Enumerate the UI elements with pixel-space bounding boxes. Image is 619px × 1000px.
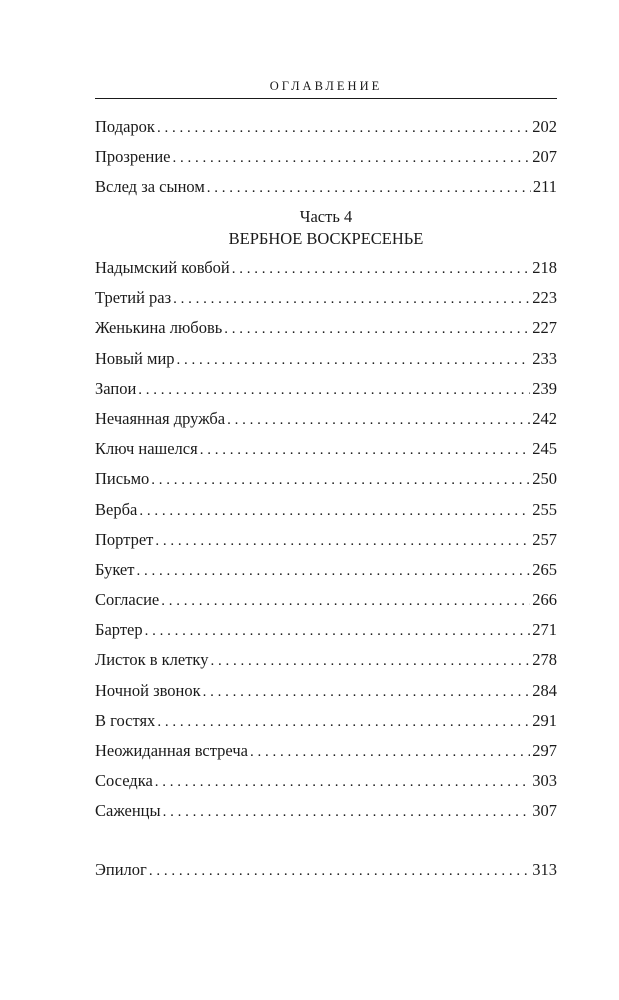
toc-entry[interactable]	[95, 283, 557, 313]
toc-entry-title: Женькина любовь	[95, 318, 223, 338]
toc-entry-title: Листок в клетку	[95, 650, 209, 670]
toc-entry-page: 239	[532, 378, 557, 398]
toc-entry[interactable]	[95, 313, 557, 343]
toc-entry-page: 242	[532, 408, 557, 428]
toc-leader-dots	[145, 616, 531, 646]
toc-leader-dots	[173, 143, 531, 173]
toc-leader-dots	[136, 556, 530, 586]
toc-leader-dots	[149, 856, 530, 886]
toc-leader-dots	[177, 345, 531, 375]
toc-entry[interactable]	[95, 495, 557, 525]
header-rule	[95, 98, 557, 99]
toc-leader-dots	[173, 284, 530, 314]
toc-entry-page: 207	[532, 147, 557, 167]
toc-entry[interactable]	[95, 706, 557, 736]
part-name: ВЕРБНОЕ ВОСКРЕСЕНЬЕ	[228, 229, 424, 248]
toc-entry-page: 257	[532, 529, 557, 549]
toc-entry[interactable]	[95, 766, 557, 796]
toc-entry-title: Саженцы	[95, 801, 161, 821]
toc-entry-title: Новый мир	[95, 348, 175, 368]
toc-leader-dots	[207, 173, 531, 203]
toc-entry[interactable]	[95, 344, 557, 374]
toc-entry-page: 291	[532, 710, 557, 730]
toc-entry[interactable]	[95, 525, 557, 555]
toc-entry[interactable]	[95, 112, 557, 142]
toc-entry-title: Третий раз	[95, 288, 172, 308]
toc-entry-page: 266	[532, 590, 557, 610]
toc-entry-title: Надымский ковбой	[95, 258, 230, 277]
toc-entry-title: Соседка	[95, 771, 153, 791]
toc-entry[interactable]	[95, 676, 557, 706]
toc-entry-title: Портрет	[95, 529, 154, 549]
toc-leader-dots	[157, 707, 530, 737]
toc-entry-page: 284	[532, 680, 557, 700]
toc-group-1	[95, 112, 557, 203]
toc-entry[interactable]	[95, 736, 557, 766]
toc-epilogue-group	[95, 855, 557, 885]
toc-entry-page: 307	[532, 801, 557, 821]
toc-entry[interactable]	[95, 253, 557, 283]
toc-entry-page: 278	[532, 650, 557, 670]
toc-entry-title: Согласие	[95, 590, 160, 610]
toc-leader-dots	[157, 113, 530, 143]
toc-entry[interactable]	[95, 796, 557, 826]
toc-entry-page: 202	[532, 117, 557, 136]
toc-entry[interactable]	[95, 404, 557, 434]
toc-entry-page: 218	[532, 258, 557, 277]
toc-leader-dots	[210, 646, 530, 676]
toc-entry-title: Верба	[95, 499, 138, 519]
toc-entry[interactable]	[95, 142, 557, 172]
toc-leader-dots	[250, 737, 530, 767]
toc-entry[interactable]	[95, 645, 557, 675]
toc-entry-title: Неожиданная встреча	[95, 741, 248, 760]
toc-entry[interactable]	[95, 615, 557, 645]
toc-entry-page: 313	[532, 860, 557, 879]
toc-leader-dots	[227, 405, 530, 435]
toc-leader-dots	[203, 677, 531, 707]
toc-entry-title: Вслед за сыном	[95, 177, 205, 197]
toc-entry-title: Нечаянная дружба	[95, 408, 226, 428]
toc-entry-title: Ночной звонок	[95, 680, 201, 700]
toc-leader-dots	[139, 496, 530, 526]
toc-entry-title: Букет	[95, 559, 135, 579]
toc-leader-dots	[155, 526, 530, 556]
part-number: Часть 4	[299, 207, 353, 226]
toc-entry-page: 250	[532, 469, 557, 489]
toc-entry[interactable]	[95, 374, 557, 404]
toc-leader-dots	[224, 314, 530, 344]
toc-entry-page: 303	[532, 771, 557, 791]
toc-entry[interactable]	[95, 172, 557, 202]
toc-leader-dots	[155, 767, 530, 797]
toc-entry-title: Ключ нашелся	[95, 439, 198, 459]
toc-leader-dots	[200, 435, 531, 465]
toc-entry-page: 255	[532, 499, 557, 519]
toc-entry[interactable]	[95, 464, 557, 494]
toc-entry-title: В гостях	[95, 710, 156, 730]
toc-entry-page: 223	[532, 288, 557, 308]
toc-entry-page: 265	[532, 559, 557, 579]
toc-entry[interactable]	[95, 585, 557, 615]
toc-group-2	[95, 253, 557, 827]
toc-entry-page: 233	[532, 348, 557, 368]
toc-leader-dots	[138, 375, 530, 405]
toc-entry-title: Подарок	[95, 117, 155, 136]
toc-entry-page: 211	[532, 177, 557, 197]
toc-entry-page: 297	[532, 741, 557, 760]
toc-leader-dots	[151, 465, 530, 495]
toc-entry-epilogue[interactable]	[95, 855, 557, 885]
toc-entry-title: Прозрение	[95, 147, 171, 167]
toc-entry[interactable]	[95, 555, 557, 585]
toc-entry-page: 271	[532, 620, 557, 640]
toc-leader-dots	[161, 586, 530, 616]
toc-entry-page: 245	[532, 439, 557, 459]
toc-entry[interactable]	[95, 434, 557, 464]
toc-entry-title: Письмо	[95, 469, 150, 489]
toc-entry-title: Запои	[95, 378, 137, 398]
toc-entry-title: Эпилог	[95, 860, 147, 879]
toc-entry-page: 227	[532, 318, 557, 338]
page-header-title: ОГЛАВЛЕНИЕ	[269, 79, 383, 93]
toc-entry-title: Бартер	[95, 620, 143, 640]
toc-leader-dots	[163, 797, 531, 827]
toc-leader-dots	[232, 254, 530, 284]
